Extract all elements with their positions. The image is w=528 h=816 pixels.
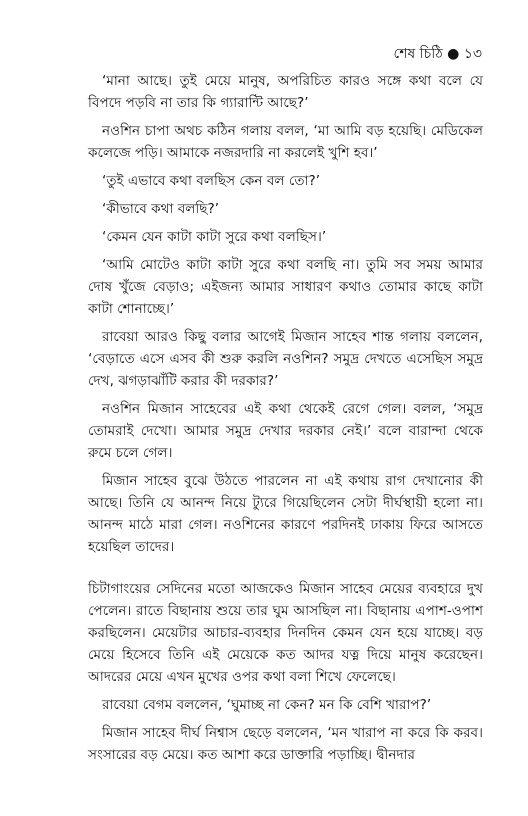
page-body: [88, 70, 483, 772]
paragraph: রাবেয়া আরও কিছু বলার আগেই মিজান সাহেব শান্ত গলায় বললেন, ‘বেড়াতে এসে এসব কী শুরু করলি নওশিন? সমুদ্র দেখতে এসেছিস সমুদ্র দেখ, ঝগড়াঝাঁটি করার কী দরকার?’: [88, 329, 483, 389]
paragraph: ‘কীভাবে কথা বলছি?’: [102, 201, 220, 217]
paragraph: ‘মানা আছে। তুই মেয়ে মানুষ, অপরিচিত কারও সঙ্গে কথা বলে যে বিপদে পড়বি না তার কি গ্যারান্টি আছে?’: [88, 73, 483, 111]
paragraph: মিজান সাহেব দীর্ঘ নিশ্বাস ছেড়ে বললেন, ‘মন খারাপ না করে কি করব। সংসারের বড় মেয়ে। কত আশা করে ডাক্তারি পড়াচ্ছি। দ্বীনদার: [88, 725, 483, 763]
paragraph: নওশিন মিজান সাহেবের এই কথা থেকেই রেগে গেল। বলল, ‘সমুদ্র তোমরাই দেখো। আমার সমুদ্র দেখার দরকার নেই।’ বলে বারান্দা থেকে রুমে চলে গেল।: [88, 401, 483, 461]
paragraph-section-start: চিটাগাংয়ের সেদিনের মতো আজকেও মিজান সাহেব মেয়ের ব্যবহারে দুখ পেলেন। রাতে বিছানায় শুয়ে তার ঘুম আসছিল না। বিছানায় এপাশ-ওপাশ করছিলেন। মেয়েটার আচার-ব্যবহার দিনদিন কেমন যেন হয়ে যাচ্ছে। বড় মেয়ে হিসেবে তিনি এই মেয়েকে কত আদর যত্ন দিয়ে মানুষ করেছেন। আদরের মেয়ে এখন মুখের ওপর কথা বলা শিখে ফেলেছে।: [88, 581, 483, 685]
paragraph: রাবেয়া বেগম বললেন, ‘ঘুমাচ্ছ না কেন? মন কি বেশি খারাপ?’: [102, 697, 432, 713]
paragraph: ‘তুই এভাবে কথা বলছিস কেন বল তো?’: [102, 173, 321, 189]
running-head: শেষ চিঠি ● ১৩: [393, 46, 482, 62]
paragraph: ‘আমি মোটেও কাটা কাটা সুরে কথা বলছি না। তুমি সব সময় আমার দোষ খুঁজে বেড়াও; এইজন্য আমার সাধারণ কথাও তোমার কাছে কাটা কাটা শোনাচ্ছে।’: [88, 257, 483, 317]
paragraph: মিজান সাহেব বুঝে উঠতে পারলেন না এই কথায় রাগ দেখানোর কী আছে। তিনি যে আনন্দ নিয়ে ট্যুরে গিয়েছিলেন সেটা দীর্ঘস্থায়ী হলো না। আনন্দ মাঠে মারা গেল। নওশিনের কারণে পরদিনই ঢাকায় ফিরে আসতে হয়েছিল তাদের।: [88, 473, 484, 555]
paragraph: ‘কেমন যেন কাটা কাটা সুরে কথা বলছিস।’: [102, 229, 327, 245]
paragraph: নওশিন চাপা অথচ কঠিন গলায় বলল, ‘মা আমি বড় হয়েছি। মেডিকেল কলেজে পড়ি। আমাকে নজরদারি না করলেই খুশি হব।’: [88, 123, 483, 161]
